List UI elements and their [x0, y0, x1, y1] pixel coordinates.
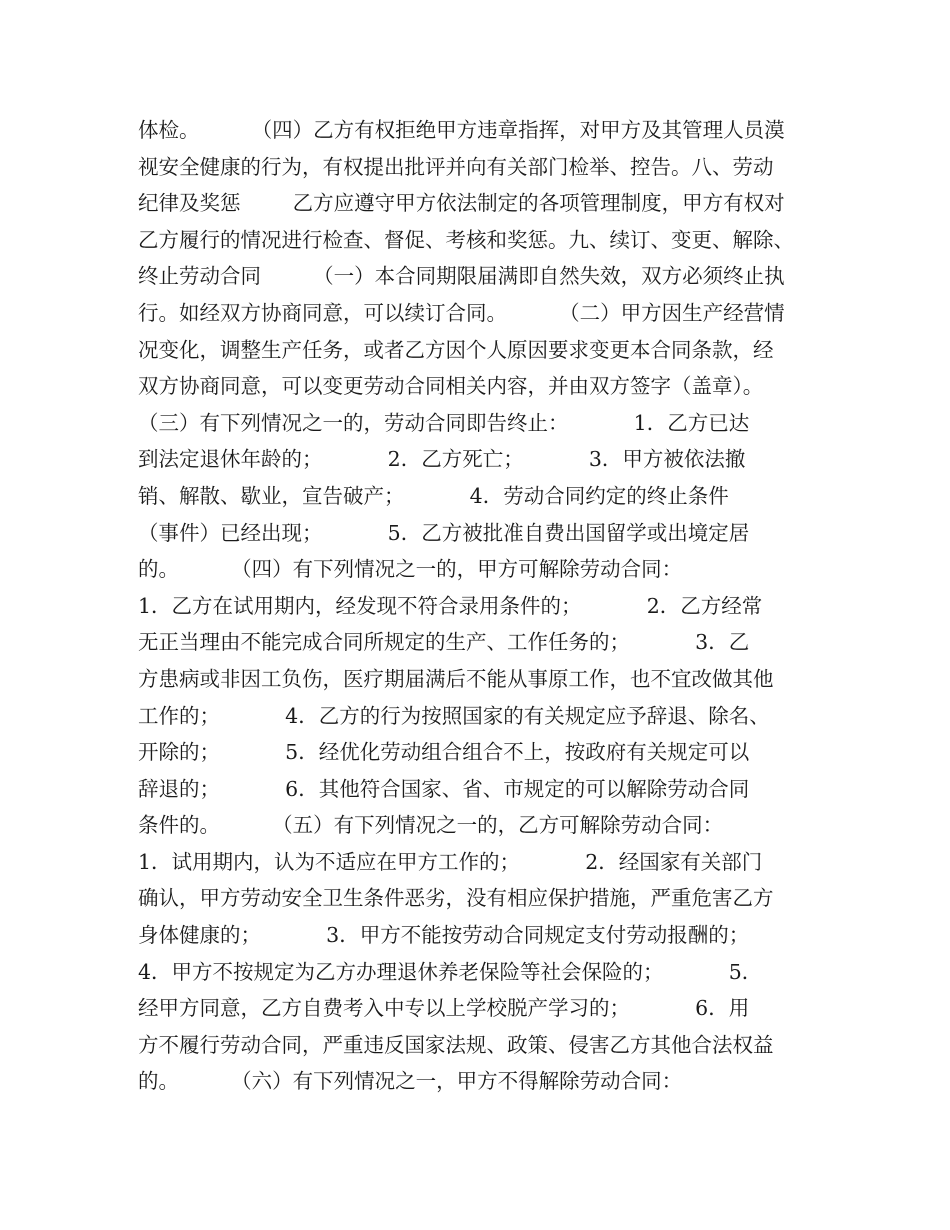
text-line: 的。 （六）有下列情况之一，甲方不得解除劳动合同： — [138, 1069, 683, 1094]
text-line: 4．甲方不按规定为乙方办理退休养老保险等社会保险的； 5． — [138, 959, 763, 984]
text-line: 无正当理由不能完成合同所规定的生产、工作任务的； 3．乙 — [138, 630, 750, 655]
contract-body-text — [138, 112, 818, 1100]
text-line: 到法定退休年龄的； 2．乙方死亡； 3．甲方被依法撤 — [138, 447, 746, 472]
text-line: 行。如经双方协商同意，可以续订合同。 （二）甲方因生产经营情 — [138, 300, 785, 325]
text-line: 经甲方同意，乙方自费考入中专以上学校脱产学习的； 6．用 — [138, 996, 750, 1021]
text-line: 方不履行劳动合同，严重违反国家法规、政策、侵害乙方其他合法权益 — [138, 1032, 774, 1057]
text-line: 销、解散、歇业，宣告破产； 4．劳动合同约定的终止条件 — [138, 483, 729, 508]
text-line: 纪律及奖惩 乙方应遵守甲方依法制定的各项管理制度，甲方有权对 — [138, 191, 785, 216]
text-line: 开除的； 5．经优化劳动组合组合不上，按政府有关规定可以 — [138, 740, 750, 765]
text-line: 体检。 （四）乙方有权拒绝甲方违章指挥，对甲方及其管理人员漠 — [138, 118, 785, 142]
text-line: 1．试用期内，认为不适应在甲方工作的； 2．经国家有关部门 — [138, 849, 763, 874]
text-line: （三）有下列情况之一的，劳动合同即告终止： 1．乙方已达 — [138, 410, 750, 435]
text-line: （事件）已经出现； 5．乙方被批准自费出国留学或出境定居 — [138, 520, 750, 545]
text-line: 双方协商同意，可以变更劳动合同相关内容，并由双方签字（盖章）。 — [138, 374, 764, 399]
text-line: 终止劳动合同 （一）本合同期限届满即自然失效，双方必须终止执 — [138, 264, 785, 289]
text-line: 况变化，调整生产任务，或者乙方因个人原因要求变更本合同条款，经 — [138, 337, 774, 362]
text-line: 1．乙方在试用期内，经发现不符合录用条件的； 2．乙方经常 — [138, 593, 763, 618]
text-line: 视安全健康的行为，有权提出批评并向有关部门检举、控告。八、劳动 — [138, 154, 774, 179]
text-line: 方患病或非因工负伤，医疗期届满后不能从事原工作，也不宜改做其他 — [138, 666, 774, 691]
text-line: 辞退的； 6．其他符合国家、省、市规定的可以解除劳动合同 — [138, 776, 750, 801]
text-line: 身体健康的； 3．甲方不能按劳动合同规定支付劳动报酬的； — [138, 923, 750, 948]
text-line: 确认，甲方劳动安全卫生条件恶劣，没有相应保护措施，严重危害乙方 — [138, 886, 774, 911]
text-line: 条件的。 （五）有下列情况之一的，乙方可解除劳动合同： — [138, 813, 724, 838]
text-line: 工作的； 4．乙方的行为按照国家的有关规定应予辞退、除名、 — [138, 703, 770, 728]
text-line: 的。 （四）有下列情况之一的，甲方可解除劳动合同： — [138, 557, 683, 582]
text-line: 乙方履行的情况进行检查、督促、考核和奖惩。九、续订、变更、解除、 — [138, 227, 794, 252]
